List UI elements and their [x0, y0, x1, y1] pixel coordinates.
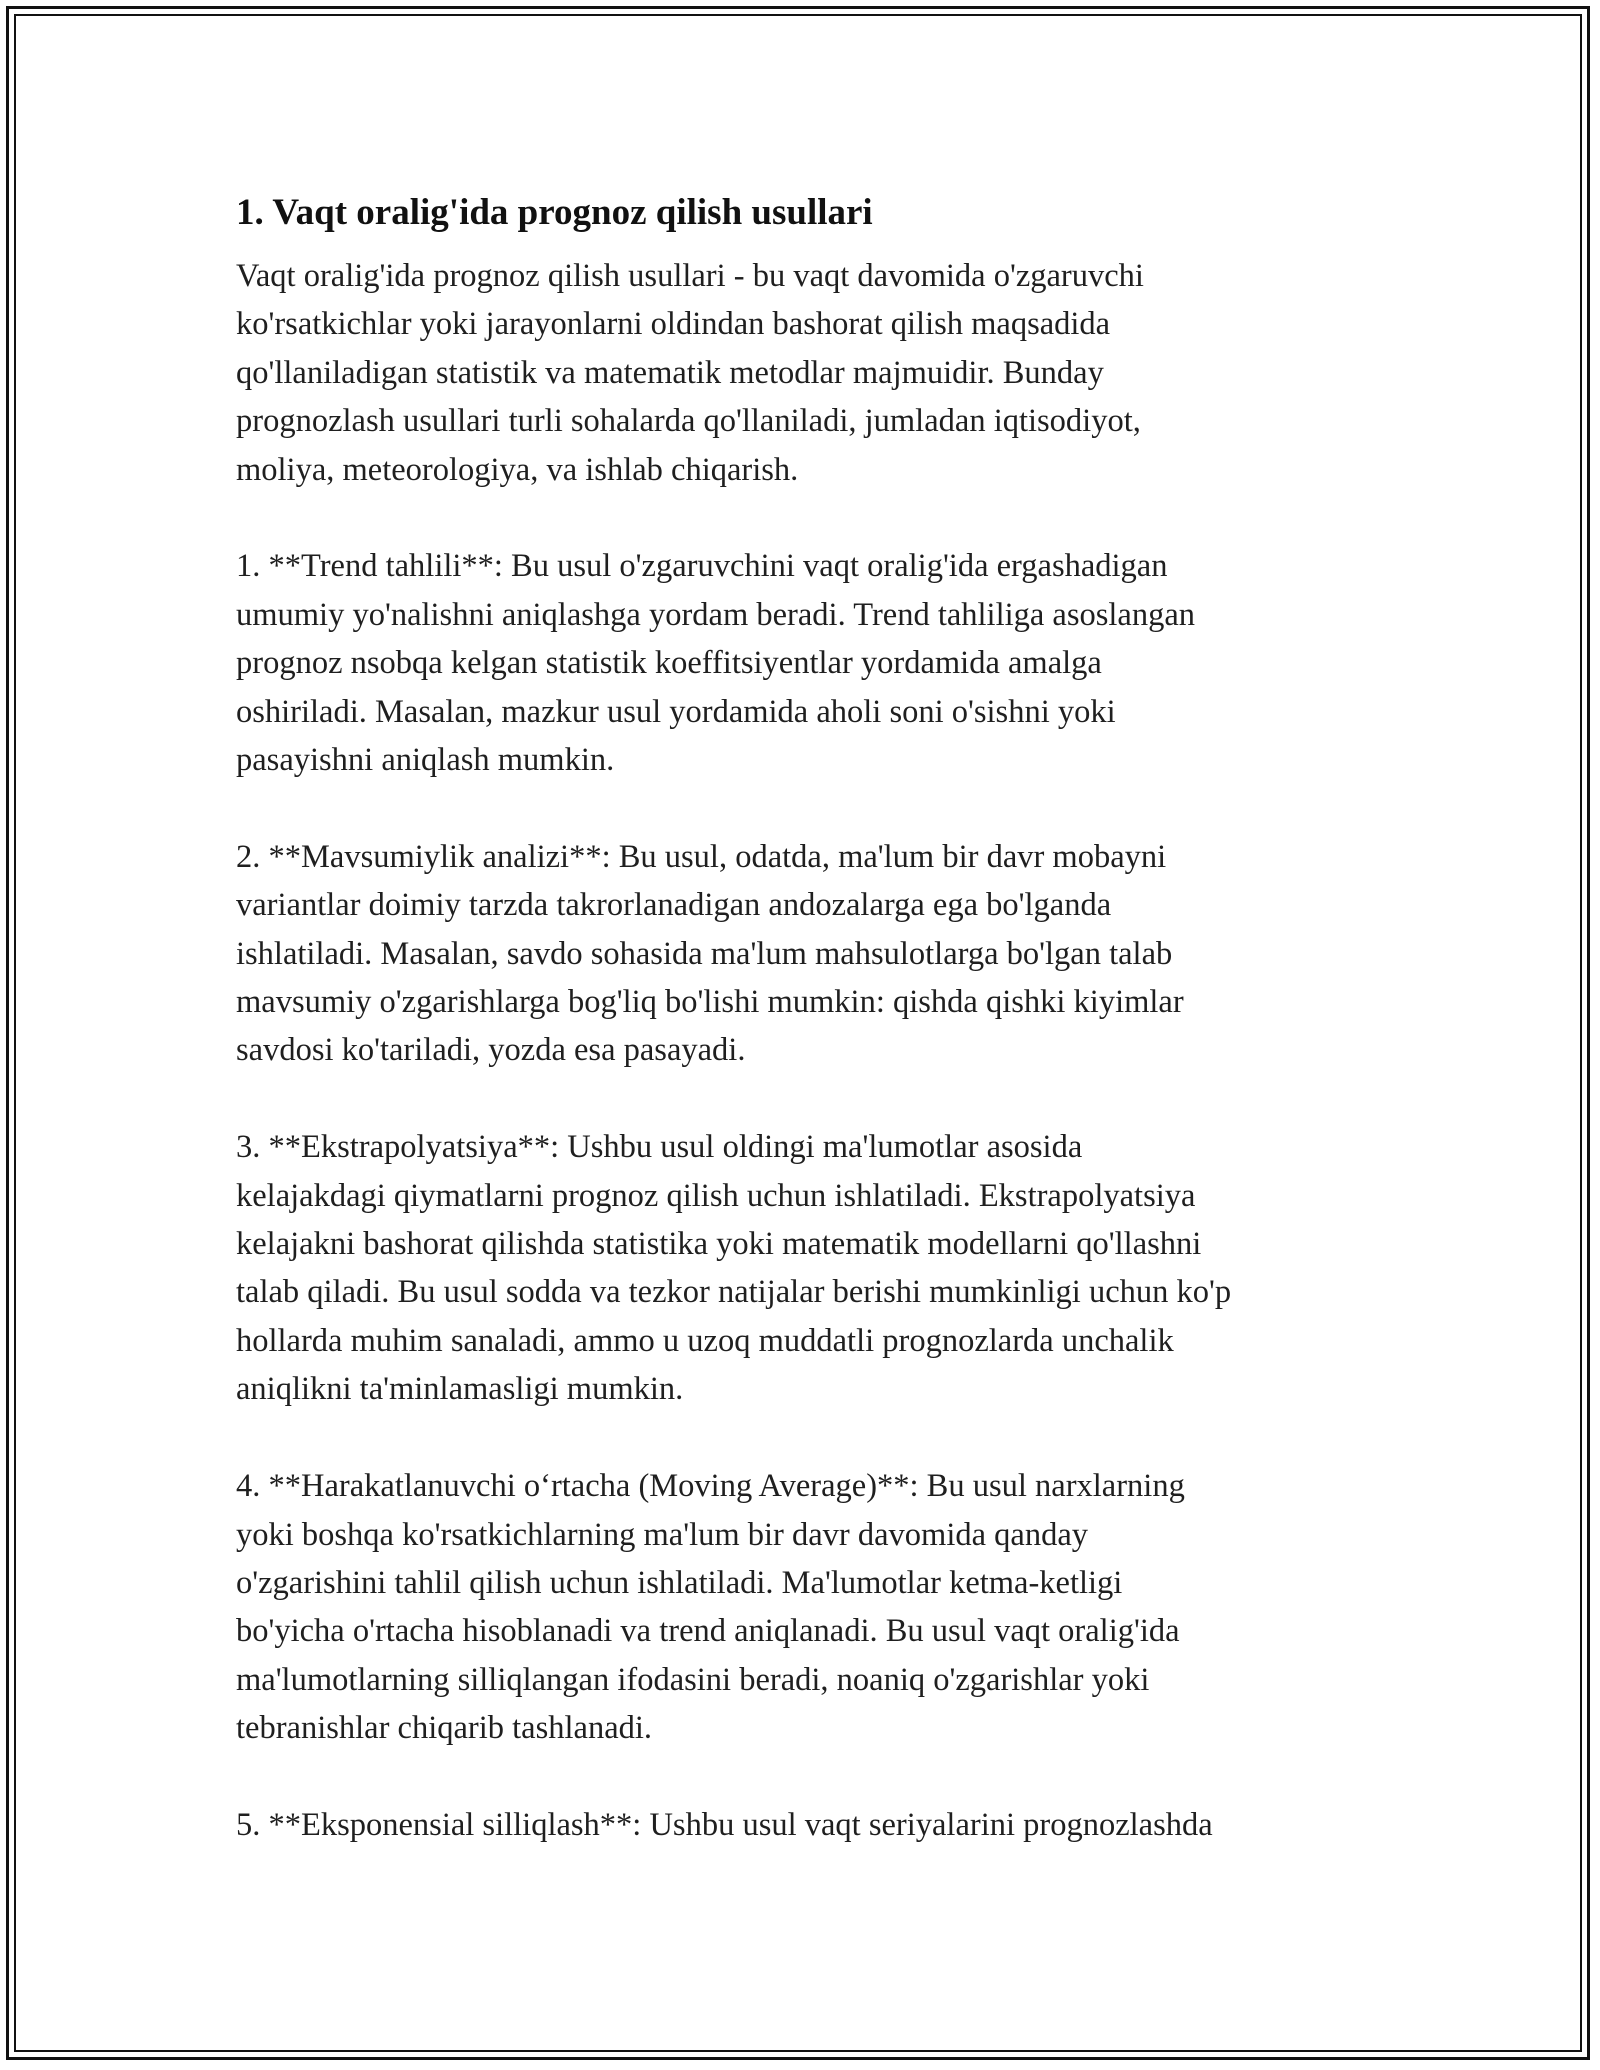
document-title: 1. Vaqt oralig'ida prognoz qilish usullari [236, 192, 873, 233]
paragraph-moving-average: 4. **Harakatlanuvchi o‘rtacha (Moving Average)**: Bu usul narxlarning yoki boshqa ko'rsatkichlarning ma'lum bir davr davomida qanday o'zgarishini tahlil qilish uchun ishlatiladi. Ma'lumotlar ketma-ketligi bo'yicha o'rtacha hisoblanadi va trend aniqlanadi. Bu usul vaqt oralig'ida ma'lumotlarning silliqlangan ifodasini beradi, noaniq o'zgarishlar yoki tebranishlar chiqarib tashlanadi. [236, 1468, 1185, 1747]
paragraph-exponential-smoothing: 5. **Eksponensial silliqlash**: Ushbu usul vaqt seriyalarini prognozlashda [236, 1806, 1213, 1843]
paragraph-intro: Vaqt oralig'ida prognoz qilish usullari - bu vaqt davomida o'zgaruvchi ko'rsatkichlar yoki jarayonlarni oldindan bashorat qilish maqsadida qo'llaniladigan statistik va matematik metodlar majmuidir. Bunday prognozlash usullari turli sohalarda qo'llaniladi, jumladan iqtisodiyot, moliya, meteorologiya, va ishlab chiqarish. [236, 258, 1144, 488]
paragraph-trend-analysis: 1. **Trend tahlili**: Bu usul o'zgaruvchini vaqt oralig'ida ergashadigan umumiy yo'nalishni aniqlashga yordam beradi. Trend tahliliga asoslangan prognoz nsobqa kelgan statistik koeffitsiyentlar yordamida amalga oshiriladi. Masalan, mazkur usul yordamida aholi soni o'sishni yoki pasayishni aniqlash mumkin. [236, 548, 1196, 779]
document-body [236, 186, 1366, 1898]
paragraph-seasonality-analysis: 2. **Mavsumiylik analizi**: Bu usul, odatda, ma'lum bir davr mobayni variantlar doimiy tarzda takrorlanadigan andozalarga ega bo'lganda ishlatiladi. Masalan, savdo sohasida ma'lum mahsulotlarga bo'lgan talab mavsumiy o'zgarishlarga bog'liq bo'lishi mumkin: qishda qishki kiyimlar savdosi ko'tariladi, yozda esa pasayadi. [236, 838, 1184, 1069]
paragraph-extrapolation: 3. **Ekstrapolyatsiya**: Ushbu usul oldingi ma'lumotlar asosida kelajakdagi qiymatlarni prognoz qilish uchun ishlatiladi. Ekstrapolyatsiya kelajakni bashorat qilishda statistika yoki matematik modellarni qo'llashni talab qiladi. Bu usul sodda va tezkor natijalar berishi mumkinligi uchun ko'p hollarda muhim sanaladi, ammo u uzoq muddatli prognozlarda unchalik aniqlikni ta'minlamasligi mumkin. [236, 1129, 1232, 1408]
